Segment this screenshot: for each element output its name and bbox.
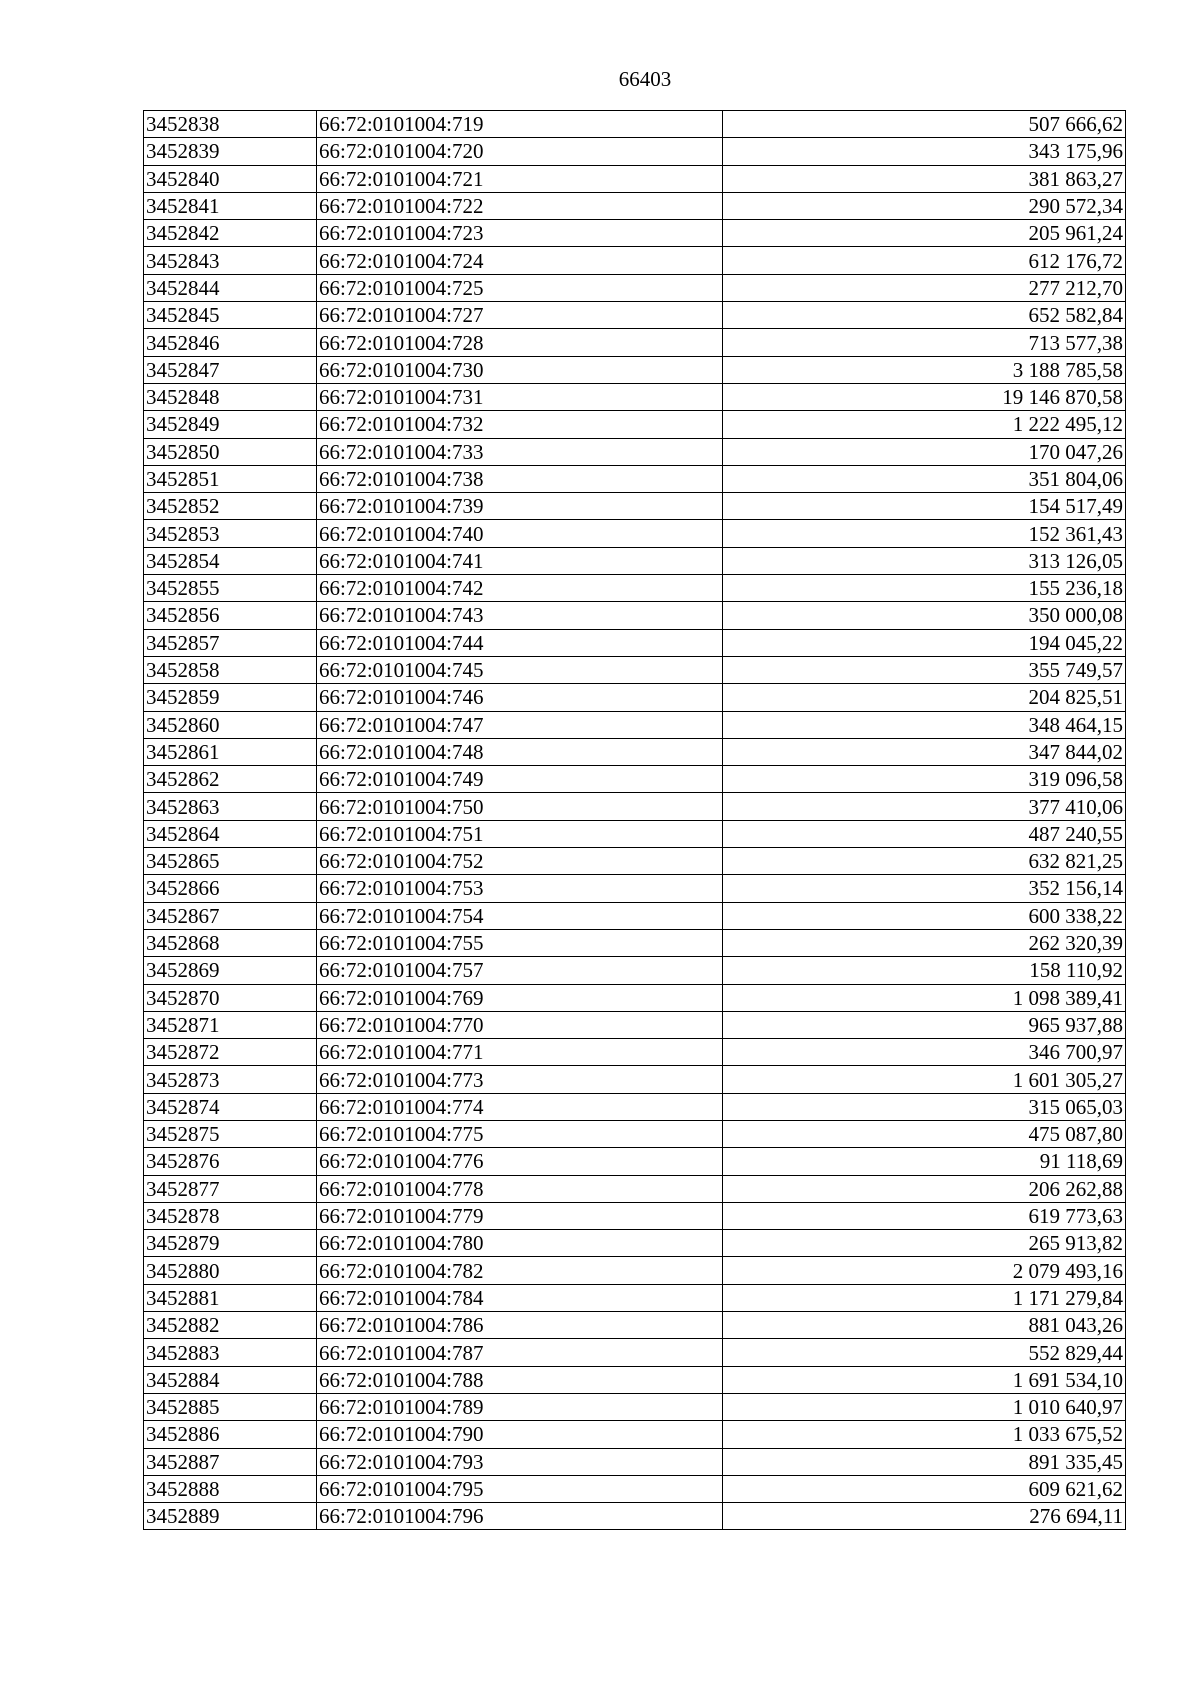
row-id-cell: 3452844 [144,274,317,301]
row-id-cell: 3452866 [144,875,317,902]
table-row [144,738,1126,765]
cadastral-number-cell: 66:72:0101004:789 [317,1393,723,1420]
row-id-cell: 3452847 [144,356,317,383]
row-id-cell: 3452855 [144,575,317,602]
cadastral-value-cell: 348 464,15 [723,711,1126,738]
cadastral-number-cell: 66:72:0101004:748 [317,738,723,765]
cadastral-number-cell: 66:72:0101004:769 [317,984,723,1011]
table-row [144,1503,1126,1530]
row-id-cell: 3452869 [144,957,317,984]
cadastral-value-cell: 265 913,82 [723,1230,1126,1257]
row-id-cell: 3452858 [144,656,317,683]
row-id-cell: 3452881 [144,1284,317,1311]
table-row [144,957,1126,984]
row-id-cell: 3452845 [144,302,317,329]
cadastral-number-cell: 66:72:0101004:750 [317,793,723,820]
row-id-cell: 3452842 [144,220,317,247]
cadastral-number-cell: 66:72:0101004:771 [317,1039,723,1066]
row-id-cell: 3452856 [144,602,317,629]
row-id-cell: 3452878 [144,1202,317,1229]
table-row [144,302,1126,329]
cadastral-number-cell: 66:72:0101004:774 [317,1093,723,1120]
cadastral-number-cell: 66:72:0101004:720 [317,138,723,165]
cadastral-number-cell: 66:72:0101004:732 [317,411,723,438]
row-id-cell: 3452888 [144,1475,317,1502]
cadastral-value-cell: 155 236,18 [723,575,1126,602]
cadastral-number-cell: 66:72:0101004:730 [317,356,723,383]
table-row [144,465,1126,492]
cadastral-value-cell: 347 844,02 [723,738,1126,765]
row-id-cell: 3452854 [144,547,317,574]
table-row [144,1093,1126,1120]
table-row [144,247,1126,274]
cadastral-value-cell: 1 601 305,27 [723,1066,1126,1093]
row-id-cell: 3452886 [144,1421,317,1448]
table-row [144,1312,1126,1339]
table-row [144,820,1126,847]
table-row [144,329,1126,356]
table-row [144,1230,1126,1257]
cadastral-value-cell: 351 804,06 [723,465,1126,492]
row-id-cell: 3452865 [144,848,317,875]
row-id-cell: 3452887 [144,1448,317,1475]
cadastral-number-cell: 66:72:0101004:745 [317,656,723,683]
cadastral-value-cell: 652 582,84 [723,302,1126,329]
row-id-cell: 3452860 [144,711,317,738]
table-row [144,192,1126,219]
cadastral-value-cell: 204 825,51 [723,684,1126,711]
table-row [144,1421,1126,1448]
cadastral-number-cell: 66:72:0101004:784 [317,1284,723,1311]
table-row [144,411,1126,438]
table-row [144,929,1126,956]
cadastral-number-cell: 66:72:0101004:722 [317,192,723,219]
cadastral-number-cell: 66:72:0101004:779 [317,1202,723,1229]
cadastral-number-cell: 66:72:0101004:740 [317,520,723,547]
cadastral-value-cell: 3 188 785,58 [723,356,1126,383]
cadastral-value-cell: 170 047,26 [723,438,1126,465]
table-row [144,575,1126,602]
cadastral-number-cell: 66:72:0101004:741 [317,547,723,574]
cadastral-value-cell: 2 079 493,16 [723,1257,1126,1284]
cadastral-value-cell: 19 146 870,58 [723,383,1126,410]
row-id-cell: 3452839 [144,138,317,165]
cadastral-number-cell: 66:72:0101004:746 [317,684,723,711]
row-id-cell: 3452868 [144,929,317,956]
cadastral-number-cell: 66:72:0101004:744 [317,629,723,656]
cadastral-value-cell: 277 212,70 [723,274,1126,301]
cadastral-value-cell: 355 749,57 [723,656,1126,683]
table-row [144,984,1126,1011]
row-id-cell: 3452871 [144,1011,317,1038]
cadastral-value-cell: 1 033 675,52 [723,1421,1126,1448]
table-row [144,520,1126,547]
cadastral-value-cell: 713 577,38 [723,329,1126,356]
cadastral-value-cell: 881 043,26 [723,1312,1126,1339]
row-id-cell: 3452877 [144,1175,317,1202]
row-id-cell: 3452867 [144,902,317,929]
table-row [144,1175,1126,1202]
cadastral-value-cell: 507 666,62 [723,111,1126,138]
row-id-cell: 3452879 [144,1230,317,1257]
cadastral-value-cell: 154 517,49 [723,493,1126,520]
table-row [144,1011,1126,1038]
table-row [144,1284,1126,1311]
cadastral-number-cell: 66:72:0101004:721 [317,165,723,192]
cadastral-value-cell: 343 175,96 [723,138,1126,165]
table-row [144,1339,1126,1366]
table-row [144,1257,1126,1284]
row-id-cell: 3452850 [144,438,317,465]
cadastral-number-cell: 66:72:0101004:787 [317,1339,723,1366]
table-row [144,1475,1126,1502]
cadastral-value-cell: 194 045,22 [723,629,1126,656]
cadastral-number-cell: 66:72:0101004:776 [317,1148,723,1175]
table-row [144,1393,1126,1420]
row-id-cell: 3452841 [144,192,317,219]
row-id-cell: 3452872 [144,1039,317,1066]
table-row [144,1366,1126,1393]
cadastral-value-cell: 276 694,11 [723,1503,1126,1530]
table-row [144,656,1126,683]
row-id-cell: 3452859 [144,684,317,711]
row-id-cell: 3452883 [144,1339,317,1366]
table-row [144,875,1126,902]
cadastral-value-cell: 632 821,25 [723,848,1126,875]
table-row [144,1120,1126,1147]
row-id-cell: 3452852 [144,493,317,520]
cadastral-number-cell: 66:72:0101004:733 [317,438,723,465]
table-row [144,684,1126,711]
table-row [144,1448,1126,1475]
table-row [144,902,1126,929]
cadastral-number-cell: 66:72:0101004:782 [317,1257,723,1284]
row-id-cell: 3452876 [144,1148,317,1175]
cadastral-number-cell: 66:72:0101004:795 [317,1475,723,1502]
row-id-cell: 3452889 [144,1503,317,1530]
cadastral-number-cell: 66:72:0101004:770 [317,1011,723,1038]
row-id-cell: 3452875 [144,1120,317,1147]
table-row [144,383,1126,410]
cadastral-value-cell: 152 361,43 [723,520,1126,547]
cadastral-number-cell: 66:72:0101004:728 [317,329,723,356]
table-row [144,766,1126,793]
cadastral-number-cell: 66:72:0101004:731 [317,383,723,410]
cadastral-number-cell: 66:72:0101004:725 [317,274,723,301]
cadastral-number-cell: 66:72:0101004:793 [317,1448,723,1475]
cadastral-number-cell: 66:72:0101004:747 [317,711,723,738]
cadastral-number-cell: 66:72:0101004:755 [317,929,723,956]
table-row [144,274,1126,301]
cadastral-number-cell: 66:72:0101004:754 [317,902,723,929]
table-row [144,547,1126,574]
cadastral-value-cell: 487 240,55 [723,820,1126,847]
table-row [144,438,1126,465]
cadastral-number-cell: 66:72:0101004:719 [317,111,723,138]
cadastral-value-cell: 1 171 279,84 [723,1284,1126,1311]
row-id-cell: 3452874 [144,1093,317,1120]
cadastral-value-cell: 262 320,39 [723,929,1126,956]
cadastral-value-table [143,110,1126,1530]
cadastral-value-cell: 377 410,06 [723,793,1126,820]
cadastral-value-cell: 965 937,88 [723,1011,1126,1038]
cadastral-number-cell: 66:72:0101004:724 [317,247,723,274]
cadastral-number-cell: 66:72:0101004:751 [317,820,723,847]
cadastral-number-cell: 66:72:0101004:738 [317,465,723,492]
table-row [144,1039,1126,1066]
table-row [144,111,1126,138]
row-id-cell: 3452843 [144,247,317,274]
row-id-cell: 3452857 [144,629,317,656]
cadastral-number-cell: 66:72:0101004:743 [317,602,723,629]
table-row [144,793,1126,820]
cadastral-value-cell: 619 773,63 [723,1202,1126,1229]
row-id-cell: 3452864 [144,820,317,847]
row-id-cell: 3452848 [144,383,317,410]
row-id-cell: 3452873 [144,1066,317,1093]
row-id-cell: 3452846 [144,329,317,356]
cadastral-value-cell: 313 126,05 [723,547,1126,574]
cadastral-value-cell: 552 829,44 [723,1339,1126,1366]
cadastral-value-cell: 158 110,92 [723,957,1126,984]
cadastral-number-cell: 66:72:0101004:753 [317,875,723,902]
cadastral-number-cell: 66:72:0101004:780 [317,1230,723,1257]
cadastral-value-cell: 315 065,03 [723,1093,1126,1120]
row-id-cell: 3452838 [144,111,317,138]
cadastral-number-cell: 66:72:0101004:727 [317,302,723,329]
row-id-cell: 3452851 [144,465,317,492]
table-body [144,111,1126,1530]
row-id-cell: 3452849 [144,411,317,438]
row-id-cell: 3452853 [144,520,317,547]
cadastral-value-cell: 1 098 389,41 [723,984,1126,1011]
table-row [144,1148,1126,1175]
cadastral-value-cell: 205 961,24 [723,220,1126,247]
row-id-cell: 3452862 [144,766,317,793]
row-id-cell: 3452880 [144,1257,317,1284]
table-row [144,493,1126,520]
row-id-cell: 3452885 [144,1393,317,1420]
table-row [144,1066,1126,1093]
cadastral-number-cell: 66:72:0101004:778 [317,1175,723,1202]
cadastral-value-cell: 319 096,58 [723,766,1126,793]
table-row [144,356,1126,383]
table-row [144,1202,1126,1229]
cadastral-value-cell: 206 262,88 [723,1175,1126,1202]
cadastral-value-cell: 350 000,08 [723,602,1126,629]
cadastral-value-cell: 1 010 640,97 [723,1393,1126,1420]
cadastral-value-cell: 612 176,72 [723,247,1126,274]
table-row [144,220,1126,247]
cadastral-value-cell: 891 335,45 [723,1448,1126,1475]
row-id-cell: 3452882 [144,1312,317,1339]
table-row [144,848,1126,875]
cadastral-number-cell: 66:72:0101004:796 [317,1503,723,1530]
cadastral-number-cell: 66:72:0101004:786 [317,1312,723,1339]
table-row [144,602,1126,629]
table-row [144,138,1126,165]
cadastral-number-cell: 66:72:0101004:790 [317,1421,723,1448]
cadastral-number-cell: 66:72:0101004:757 [317,957,723,984]
row-id-cell: 3452863 [144,793,317,820]
cadastral-number-cell: 66:72:0101004:739 [317,493,723,520]
cadastral-number-cell: 66:72:0101004:742 [317,575,723,602]
row-id-cell: 3452840 [144,165,317,192]
page-number: 66403 [618,67,672,91]
cadastral-number-cell: 66:72:0101004:752 [317,848,723,875]
cadastral-value-cell: 600 338,22 [723,902,1126,929]
cadastral-value-cell: 346 700,97 [723,1039,1126,1066]
cadastral-value-cell: 91 118,69 [723,1148,1126,1175]
cadastral-number-cell: 66:72:0101004:788 [317,1366,723,1393]
row-id-cell: 3452884 [144,1366,317,1393]
cadastral-number-cell: 66:72:0101004:749 [317,766,723,793]
cadastral-number-cell: 66:72:0101004:775 [317,1120,723,1147]
table-row [144,165,1126,192]
row-id-cell: 3452870 [144,984,317,1011]
cadastral-value-cell: 1 691 534,10 [723,1366,1126,1393]
row-id-cell: 3452861 [144,738,317,765]
cadastral-number-cell: 66:72:0101004:723 [317,220,723,247]
cadastral-value-cell: 475 087,80 [723,1120,1126,1147]
cadastral-value-cell: 381 863,27 [723,165,1126,192]
table-row [144,711,1126,738]
cadastral-value-cell: 1 222 495,12 [723,411,1126,438]
cadastral-number-cell: 66:72:0101004:773 [317,1066,723,1093]
cadastral-value-cell: 352 156,14 [723,875,1126,902]
cadastral-value-cell: 609 621,62 [723,1475,1126,1502]
cadastral-value-cell: 290 572,34 [723,192,1126,219]
table-row [144,629,1126,656]
